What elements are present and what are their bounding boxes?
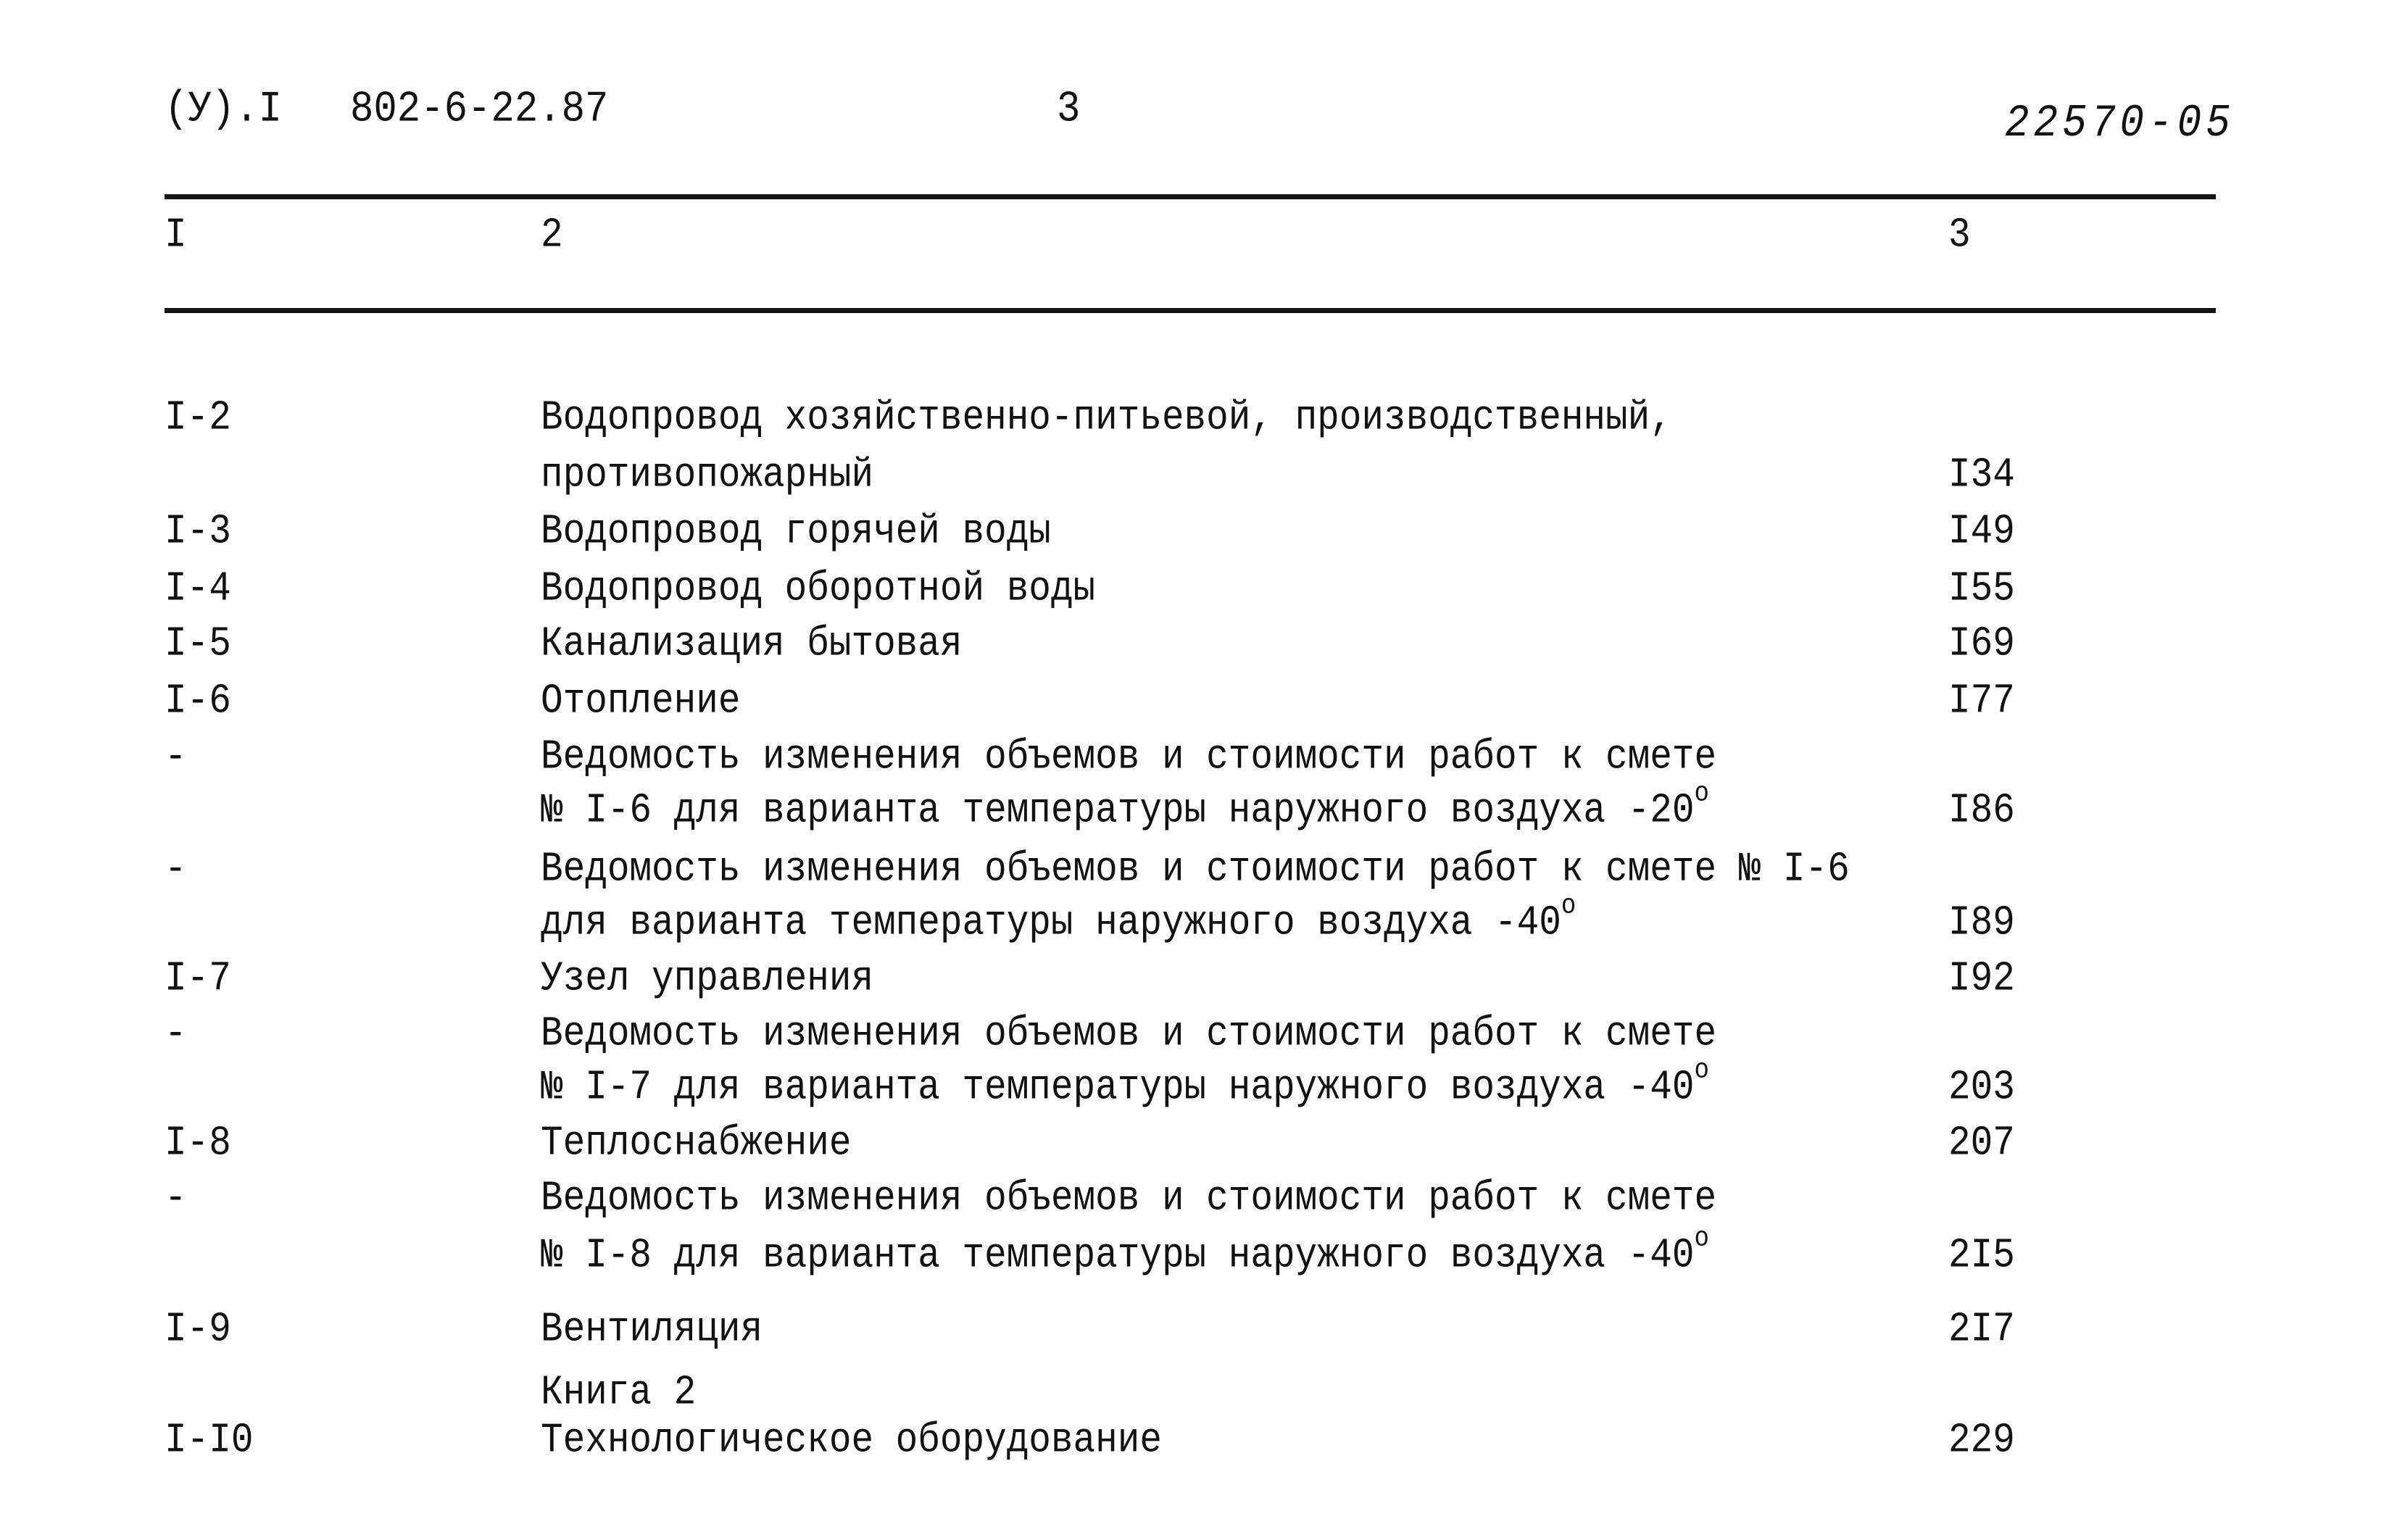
- inventory-stamp: 22570-05: [2005, 97, 2235, 149]
- section-number: -: [165, 734, 187, 781]
- degree-superscript: o: [1694, 1223, 1709, 1254]
- section-title-text: противопожарный: [541, 452, 874, 499]
- section-title-text: Книга 2: [541, 1370, 697, 1417]
- page-reference: I69: [1948, 621, 2015, 668]
- section-title: [541, 1223, 1709, 1280]
- column-header-2: 2: [541, 212, 563, 259]
- section-number: I-7: [165, 956, 231, 1003]
- section-number: -: [165, 1175, 187, 1223]
- page-number: 3: [1057, 85, 1081, 135]
- section-number: I-5: [165, 621, 231, 668]
- section-title-text: № I-6 для варианта температуры наружного воздуха -20: [541, 788, 1695, 835]
- page-reference: I92: [1948, 956, 2015, 1003]
- section-number: I-3: [165, 509, 231, 556]
- section-title: [541, 395, 1672, 442]
- section-title: [541, 956, 874, 1003]
- section-title: [541, 1055, 1709, 1112]
- section-number: I-8: [165, 1120, 231, 1168]
- section-title-text: для варианта температуры наружного воздуха -40: [541, 900, 1561, 947]
- page-reference: 2I7: [1948, 1307, 2015, 1354]
- section-title: [541, 678, 741, 725]
- page-reference: 207: [1948, 1120, 2015, 1168]
- section-title: [541, 1418, 1162, 1465]
- section-number: -: [165, 1011, 187, 1058]
- section-number: I-I0: [165, 1418, 254, 1465]
- section-title-text: Узел управления: [541, 956, 874, 1003]
- section-number: I-6: [165, 678, 231, 725]
- degree-superscript: o: [1694, 778, 1709, 809]
- section-title: [541, 1011, 1717, 1058]
- section-title: [541, 452, 874, 499]
- column-header-3: 3: [1948, 212, 1971, 259]
- section-title-text: Ведомость изменения объемов и стоимости работ к смете: [541, 1011, 1717, 1058]
- section-title-text: Отопление: [541, 678, 741, 725]
- section-title-text: № I-7 для варианта температуры наружного воздуха -40: [541, 1065, 1695, 1112]
- section-title-text: Ведомость изменения объемов и стоимости работ к смете: [541, 1175, 1717, 1223]
- section-title-text: № I-8 для варианта температуры наружного воздуха -40: [541, 1233, 1695, 1280]
- section-title: [541, 566, 1096, 613]
- page-reference: 229: [1948, 1418, 2015, 1465]
- page-reference: I34: [1948, 452, 2015, 499]
- section-title-text: Вентиляция: [541, 1307, 763, 1354]
- page-reference: I49: [1948, 509, 2015, 556]
- section-title-text: Водопровод горячей воды: [541, 509, 1051, 556]
- section-title: [541, 1307, 763, 1354]
- section-title: [541, 1120, 852, 1168]
- section-title-text: Ведомость изменения объемов и стоимости работ к смете: [541, 734, 1717, 781]
- section-title-text: Теплоснабжение: [541, 1120, 852, 1168]
- document-code: 802-6-22.87: [350, 85, 609, 135]
- column-header-1: I: [165, 212, 187, 259]
- section-title-text: Ведомость изменения объемов и стоимости работ к смете № I-6: [541, 846, 1850, 894]
- page-reference: 2I5: [1948, 1233, 2015, 1280]
- section-title-text: Технологическое оборудование: [541, 1418, 1162, 1465]
- page-reference: I55: [1948, 566, 2015, 613]
- page-reference: I89: [1948, 900, 2015, 947]
- section-title-text: Водопровод хозяйственно-питьевой, производственный,: [541, 395, 1672, 442]
- section-title: [541, 846, 1850, 894]
- series-label: (У).I: [165, 85, 283, 135]
- section-title: [541, 509, 1051, 556]
- section-title: [541, 1175, 1717, 1223]
- page-reference: 203: [1948, 1065, 2015, 1112]
- page-reference: I77: [1948, 678, 2015, 725]
- section-title-text: Канализация бытовая: [541, 621, 963, 668]
- table-top-rule: [165, 194, 2216, 199]
- section-title: [541, 621, 963, 668]
- section-number: I-2: [165, 395, 231, 442]
- page-reference: I86: [1948, 788, 2015, 835]
- section-title: [541, 1370, 697, 1417]
- section-title-text: Водопровод оборотной воды: [541, 566, 1096, 613]
- section-title: [541, 891, 1576, 947]
- degree-superscript: o: [1561, 891, 1576, 922]
- degree-superscript: o: [1694, 1055, 1709, 1086]
- section-title: [541, 778, 1709, 835]
- section-title: [541, 734, 1717, 781]
- section-number: -: [165, 846, 187, 894]
- section-number: I-9: [165, 1307, 231, 1354]
- table-header-rule: [165, 308, 2216, 313]
- section-number: I-4: [165, 566, 231, 613]
